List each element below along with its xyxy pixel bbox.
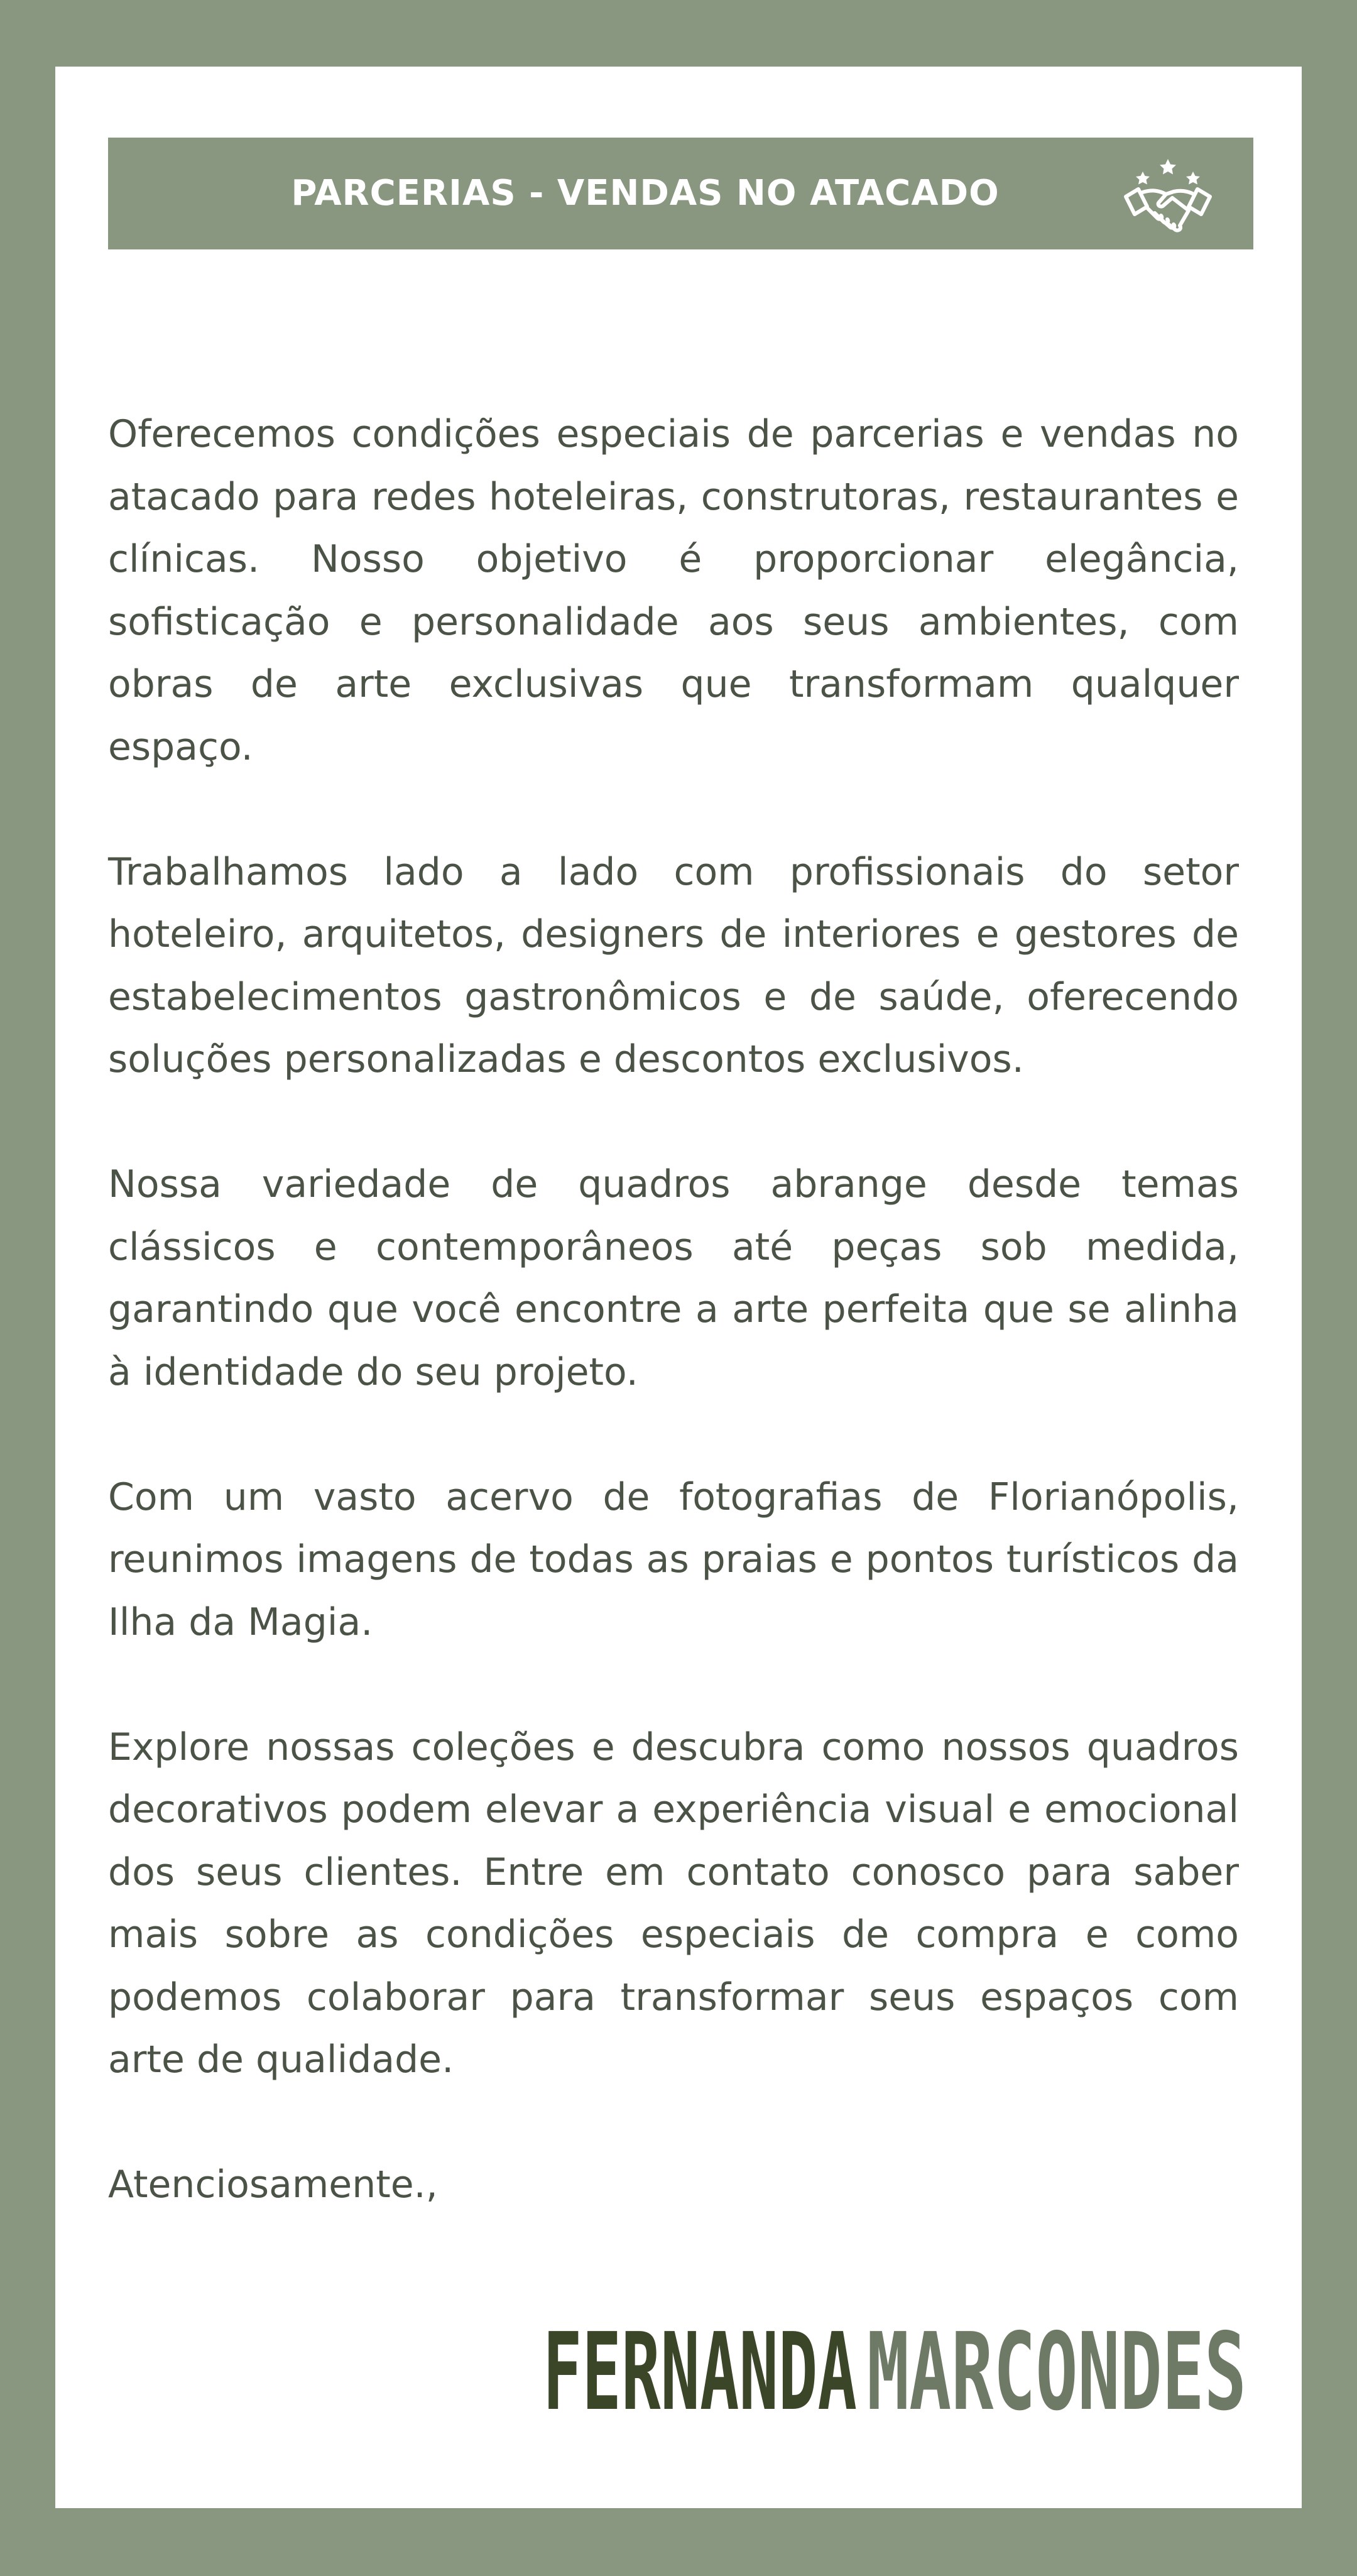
signoff: Atenciosamente., [108,2163,438,2207]
paragraph-professionals: Trabalhamos lado a lado com profissionais do setor hoteleiro, arquitetos, designers de interiores e gestores de estabelecimentos gastronômicos e de saúde, oferecendo soluções personalizadas e descontos exclusivos. [108,849,1239,1081]
paragraph-florianopolis: Com um vasto acervo de fotografias de Florianópolis, reunimos imagens de todas as praias e pontos turísticos da Ilha da Magia. [108,1475,1239,1644]
paragraph-explore: Explore nossas coleções e descubra como nossos quadros decorativos podem elevar a experiência visual e emocional dos seus clientes. Entre em contato conosco para saber mais sobre as condições especiais de compra e como podemos colaborar para transformar seus espaços com arte de qualidade. [108,1725,1239,2082]
brand-logo [543,2297,1246,2423]
paragraph-variety: Nossa variedade de quadros abrange desde temas clássicos e contemporâneos até peças sob medida, garantindo que você encontre a arte perfeita que se alinha à identidade do seu projeto. [108,1162,1239,1394]
banner-title: PARCERIAS - VENDAS NO ATACADO [291,173,1000,214]
header-banner [108,138,1253,249]
brand-logo-first-name: FERNANDA [543,2310,857,2423]
handshake-with-stars-icon [1122,150,1214,238]
letter-body [108,403,1239,2217]
paragraph-partnership-offer: Oferecemos condições especiais de parcerias e vendas no atacado para redes hoteleiras, construtoras, restaurantes e clínicas. Nosso objetivo é proporcionar elegância, sofisticação e personalidade aos seus ambientes, com obras de arte exclusivas que transformam qualquer espaço. [108,412,1239,769]
letter-card [55,67,1302,2508]
brand-logo-last-name: MARCONDES [867,2310,1246,2423]
